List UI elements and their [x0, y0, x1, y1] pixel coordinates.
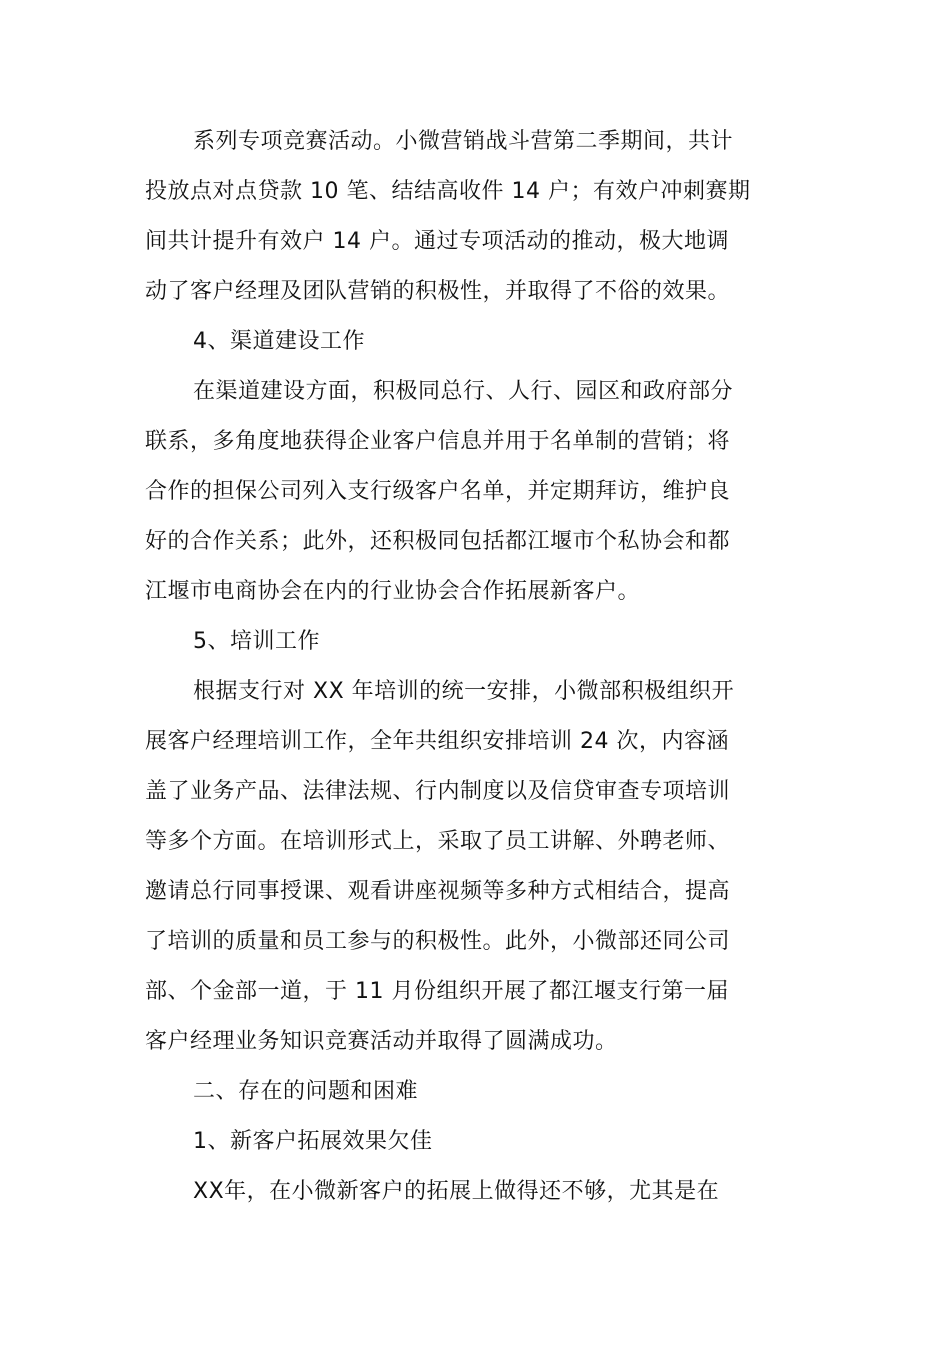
body-text-line: 盖了业务产品、法律法规、行内制度以及信贷审查专项培训 — [145, 779, 731, 804]
body-text-line: 展客户经理培训工作，全年共组织安排培训 24 次，内容涵 — [145, 729, 729, 754]
body-text-line: 部、个金部一道，于 11 月份组织开展了都江堰支行第一届 — [145, 979, 729, 1004]
body-text-line: 等多个方面。在培训形式上，采取了员工讲解、外聘老师、 — [145, 829, 731, 854]
body-text-line: 根据支行对 XX 年培训的统一安排，小微部积极组织开 — [193, 679, 735, 704]
body-text-line: 系列专项竞赛活动。小微营销战斗营第二季期间，共计 — [193, 129, 734, 154]
section-heading: 二、存在的问题和困难 — [193, 1079, 419, 1104]
body-text-line: 邀请总行同事授课、观看讲座视频等多种方式相结合，提高 — [145, 879, 731, 904]
section-heading: 4、渠道建设工作 — [193, 329, 365, 354]
body-text-line: 在渠道建设方面，积极同总行、人行、园区和政府部分 — [193, 379, 734, 404]
body-text-line: 合作的担保公司列入支行级客户名单，并定期拜访，维护良 — [145, 479, 731, 504]
body-text-line: 联系，多角度地获得企业客户信息并用于名单制的营销；将 — [145, 429, 731, 454]
body-text-line: 客户经理业务知识竞赛活动并取得了圆满成功。 — [145, 1029, 618, 1054]
body-text-line: 投放点对点贷款 10 笔、结结高收件 14 户；有效户冲刺赛期 — [145, 179, 751, 204]
body-text-line: 好的合作关系；此外，还积极同包括都江堰市个私协会和都 — [145, 529, 731, 554]
body-text-line: XX年，在小微新客户的拓展上做得还不够，尤其是在 — [193, 1179, 720, 1204]
body-text-line: 了培训的质量和员工参与的积极性。此外，小微部还同公司 — [145, 929, 731, 954]
body-text-line: 江堰市电商协会在内的行业协会合作拓展新客户。 — [145, 579, 641, 604]
body-text-line: 动了客户经理及团队营销的积极性，并取得了不俗的效果。 — [145, 279, 731, 304]
section-heading: 5、培训工作 — [193, 629, 320, 654]
subsection-heading: 1、新客户拓展效果欠佳 — [193, 1129, 433, 1154]
body-text-line: 间共计提升有效户 14 户。通过专项活动的推动，极大地调 — [145, 229, 729, 254]
